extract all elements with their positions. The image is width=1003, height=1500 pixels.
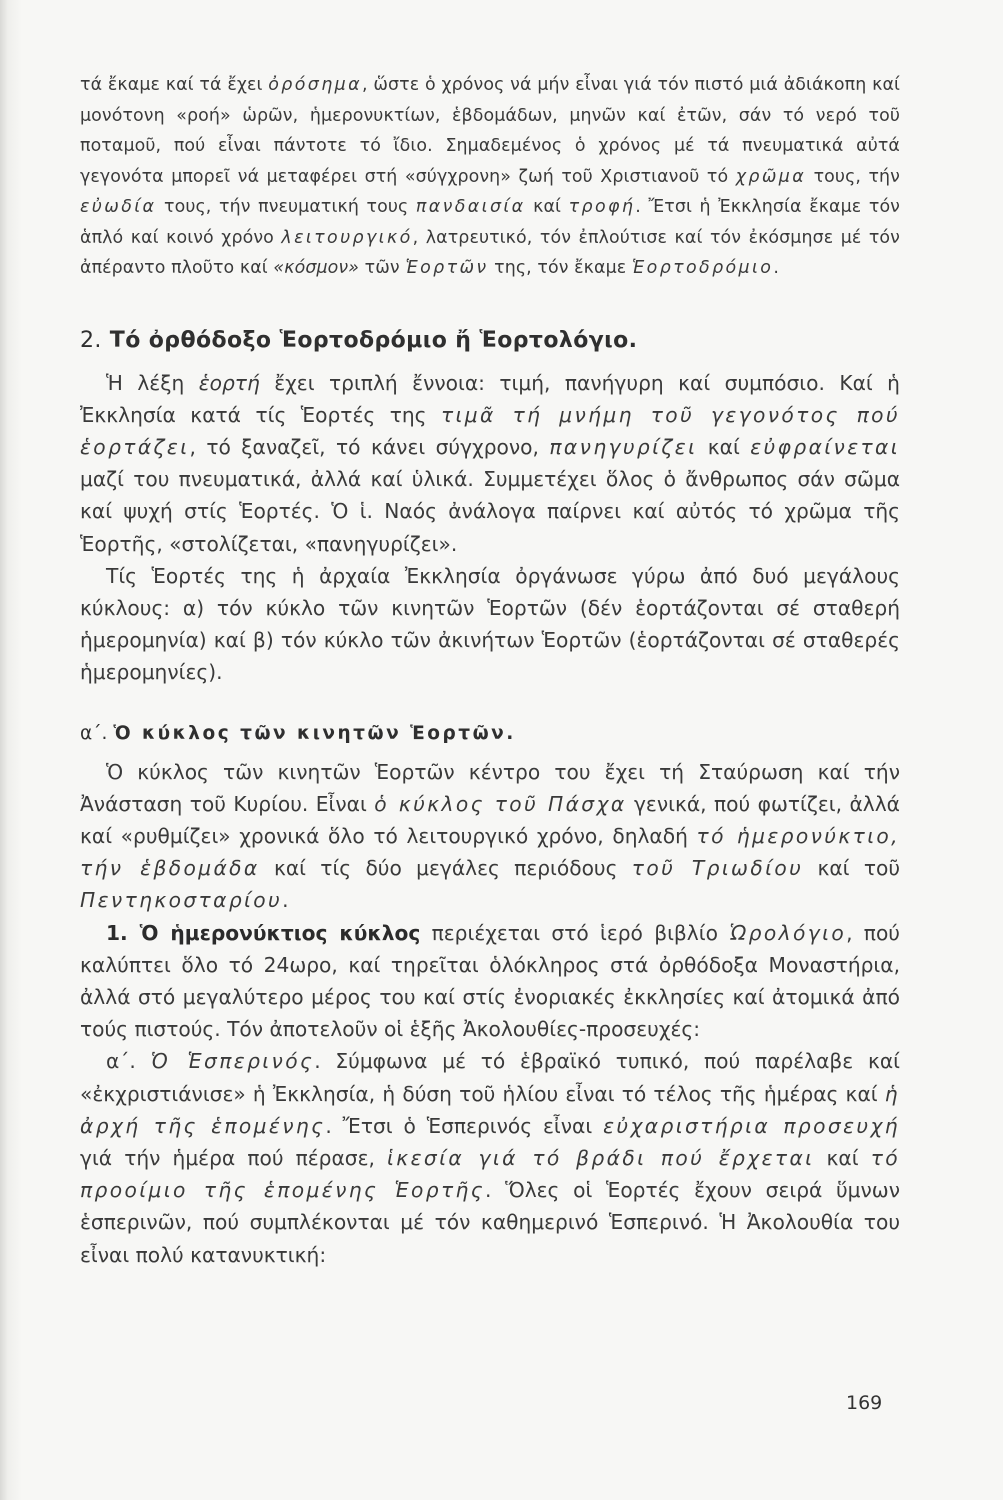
page-content	[80, 70, 900, 1271]
subsection-body	[80, 756, 900, 1271]
intro-paragraph	[80, 70, 900, 284]
page-number: 169	[846, 1392, 883, 1414]
book-spine-shadow	[0, 0, 22, 1500]
section-body	[80, 367, 900, 689]
paragraph-feast-meaning: Ἡ λέξη ἑορτή ἔχει τριπλή ἔννοια: τιμή, πανήγυρη καί συμπόσιο. Καί ἡ Ἐκκλησία κατά τίς Ἑορτές της τιμᾶ τή μνήμη τοῦ γεγονότος πού ἑορτάζει, τό ξαναζεῖ, τό κάνει σύγχρονο, πανηγυρίζει καί εὐφραίνεται μαζί του πνευματικά, ἀλλά καί ὑλικά. Συμμετέχει ὅλος ὁ ἄνθρωπος σάν σῶμα καί ψυχή στίς Ἑορτές. Ὁ ἱ. Ναός ἀνάλογα παίρνει καί αὐτός τό χρῶμα τῆς Ἑορτῆς, «στολίζεται, «πανηγυρίζει».	[80, 370, 900, 556]
paragraph-vespers: α΄. Ὁ Ἑσπερινός. Σύμφωνα μέ τό ἑβραϊκό τυπικό, πού παρέλαβε καί «ἐκχριστιάνισε» ἡ Ἐκκλησία, ἡ δύση τοῦ ἡλίου εἶναι τό τέλος τῆς ἡμέρας καί ἡ ἀρχή τῆς ἑπομένης. Ἔτσι ὁ Ἑσπερινός εἶναι εὐχαριστήρια προσευχή γιά τήν ἡμέρα πού πέρασε, ἱκεσία γιά τό βράδι πού ἔρχεται καί τό προοίμιο τῆς ἑπομένης Ἑορτῆς. Ὅλες οἱ Ἑορτές ἔχουν σειρά ὕμνων ἑσπερινῶν, πού συμπλέκονται μέ τόν καθημερινό Ἑσπερινό. Ἡ Ἀκολουθία του εἶναι πολύ κατανυκτική:	[80, 1049, 901, 1267]
section-number: 2.	[80, 327, 102, 353]
section-heading	[80, 328, 900, 353]
intro-text: τά ἔκαμε καί τά ἔχει ὀρόσημα, ὥστε ὁ χρόνος νά μήν εἶναι γιά τόν πιστό μιά ἀδιάκοπη καί μονότονη «ροή» ὡρῶν, ἡμερονυκτίων, ἑβδομάδων, μηνῶν καί ἐτῶν, σάν τό νερό τοῦ ποταμοῦ, πού εἶναι πάντοτε τό ἴδιο. Σημαδεμένος ὁ χρόνος μέ τά πνευματικά αὐτά γεγονότα μπορεῖ νά μεταφέρει στή «σύγχρονη» ζωή τοῦ Χριστιανοῦ τό χρῶμα τους, τήν εὐωδία τους, τήν πνευματική τους πανδαισία καί τροφή. Ἔτσι ἡ Ἐκκλησία ἔκαμε τόν ἁπλό καί κοινό χρόνο λειτουργικό, λατρευτικό, τόν ἐπλούτισε καί τόν ἐκόσμησε μέ τόν ἀπέραντο πλοῦτο καί «κόσμον» τῶν Ἑορτῶν της, τόν ἔκαμε Ἑορτοδρόμιο.	[80, 75, 901, 278]
paragraph-moveable-cycle: Ὁ κύκλος τῶν κινητῶν Ἑορτῶν κέντρο του ἔχει τή Σταύρωση καί τήν Ἀνάσταση τοῦ Κυρίου. Εἶναι ὁ κύκλος τοῦ Πάσχα γενικά, πού φωτίζει, ἀλλά καί «ρυθμίζει» χρονικά ὅλο τό λειτουργικό χρόνο, δηλαδή τό ἡμερονύκτιο, τήν ἑβδομάδα καί τίς δύο μεγάλες περιόδους τοῦ Τριωδίου καί τοῦ Πεντηκοσταρίου.	[80, 759, 901, 913]
subsection-title: Ὁ κύκλος τῶν κινητῶν Ἑορτῶν.	[113, 722, 516, 744]
subsection-heading	[80, 723, 900, 744]
paragraph-daily-cycle: 1. Ὁ ἡμερονύκτιος κύκλος περιέχεται στό ἱερό βιβλίο Ὡρολόγιο, πού καλύπτει ὅλο τό 24ωρο, καί τηρεῖται ὁλόκληρος στά ὀρθόδοξα Μοναστήρια, ἀλλά στό μεγαλύτερο μέρος του καί στίς ἐνοριακές ἐκκλησίες καί ἀτομικά ἀπό τούς πιστούς. Τόν ἀποτελοῦν οἱ ἑξῆς Ἀκολουθίες-προσευχές:	[80, 920, 900, 1042]
section-title: Τό ὀρθόδοξο Ἑορτοδρόμιο ἤ Ἑορτολόγιο.	[109, 327, 638, 353]
subsection-number: α΄.	[80, 722, 108, 744]
paragraph-two-cycles: Τίς Ἑορτές της ἡ ἀρχαία Ἐκκλησία ὀργάνωσε γύρω ἀπό δυό μεγάλους κύκλους: α) τόν κύκλο τῶν κινητῶν Ἑορτῶν (δέν ἑορτάζονται σέ σταθερή ἡμερομηνία) καί β) τόν κύκλο τῶν ἀκινήτων Ἑορτῶν (ἑορτάζονται σέ σταθερές ἡμερομηνίες).	[80, 563, 900, 685]
